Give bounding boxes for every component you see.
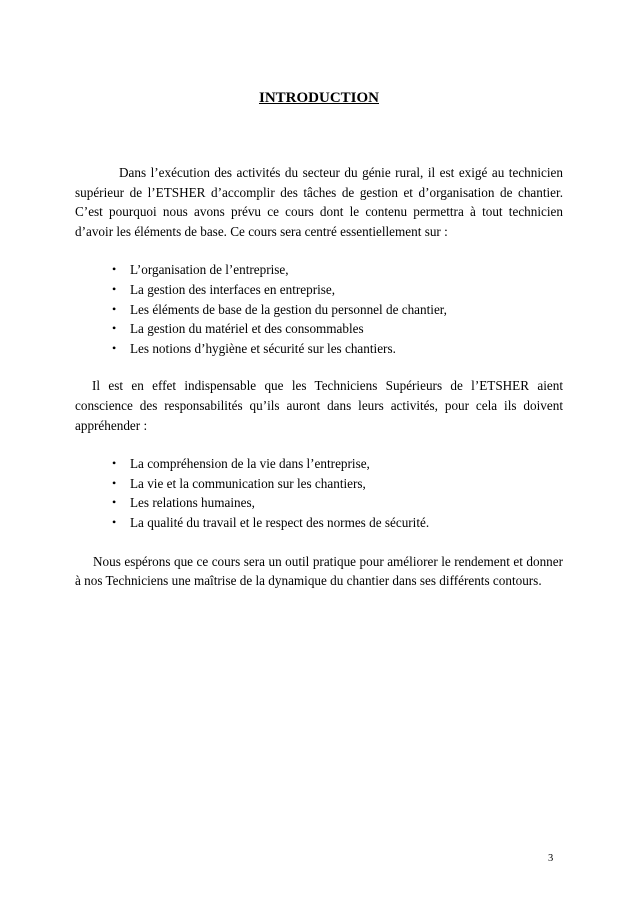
- list-item: • La qualité du travail et le respect des normes de sécurité.: [75, 513, 563, 533]
- learning-goals-list: [75, 454, 563, 532]
- bullet-icon: •: [112, 475, 117, 490]
- list-item: • L’organisation de l’entreprise,: [75, 260, 563, 280]
- list-item: • La gestion des interfaces en entreprise,: [75, 280, 563, 300]
- bullet-icon: •: [112, 262, 117, 277]
- objectives-paragraph: Il est en effet indispensable que les Techniciens Supérieurs de l’ETSHER aient conscience des responsabilités qu’ils auront dans leurs activités, pour cela ils doivent appréhender :: [75, 378, 563, 433]
- bullet-icon: •: [112, 340, 117, 355]
- list-item: • La compréhension de la vie dans l’entreprise,: [75, 454, 563, 474]
- list-item: • Les éléments de base de la gestion du personnel de chantier,: [75, 300, 563, 320]
- list-item: • La gestion du matériel et des consommables: [75, 319, 563, 339]
- bullet-icon: •: [112, 495, 117, 510]
- list-item: • Les notions d’hygiène et sécurité sur les chantiers.: [75, 339, 563, 359]
- bullet-icon: •: [112, 321, 117, 336]
- course-topics-list: [75, 260, 563, 358]
- bullet-icon: •: [112, 301, 117, 316]
- page-number: 3: [548, 853, 554, 864]
- bullet-icon: •: [112, 281, 117, 296]
- list-item: • La vie et la communication sur les chantiers,: [75, 474, 563, 494]
- page-title: INTRODUCTION: [258, 90, 379, 106]
- intro-paragraph: Dans l’exécution des activités du secteur du génie rural, il est exigé au technicien supérieur de l’ETSHER d’accomplir des tâches de gestion et d’organisation de chantier. C’est pourquoi nous avons prévu ce cours dont le contenu permettra à tout technicien d’avoir les éléments de base. Ce cours sera centré essentiellement sur :: [75, 165, 563, 239]
- bullet-icon: •: [112, 456, 117, 471]
- closing-paragraph: Nous espérons que ce cours sera un outil pratique pour améliorer le rendement et donner à nos Techniciens une maîtrise de la dynamique du chantier dans ses différents contours.: [75, 553, 563, 589]
- bullet-icon: •: [112, 514, 117, 529]
- document-body: [75, 163, 563, 591]
- list-item: • Les relations humaines,: [75, 493, 563, 513]
